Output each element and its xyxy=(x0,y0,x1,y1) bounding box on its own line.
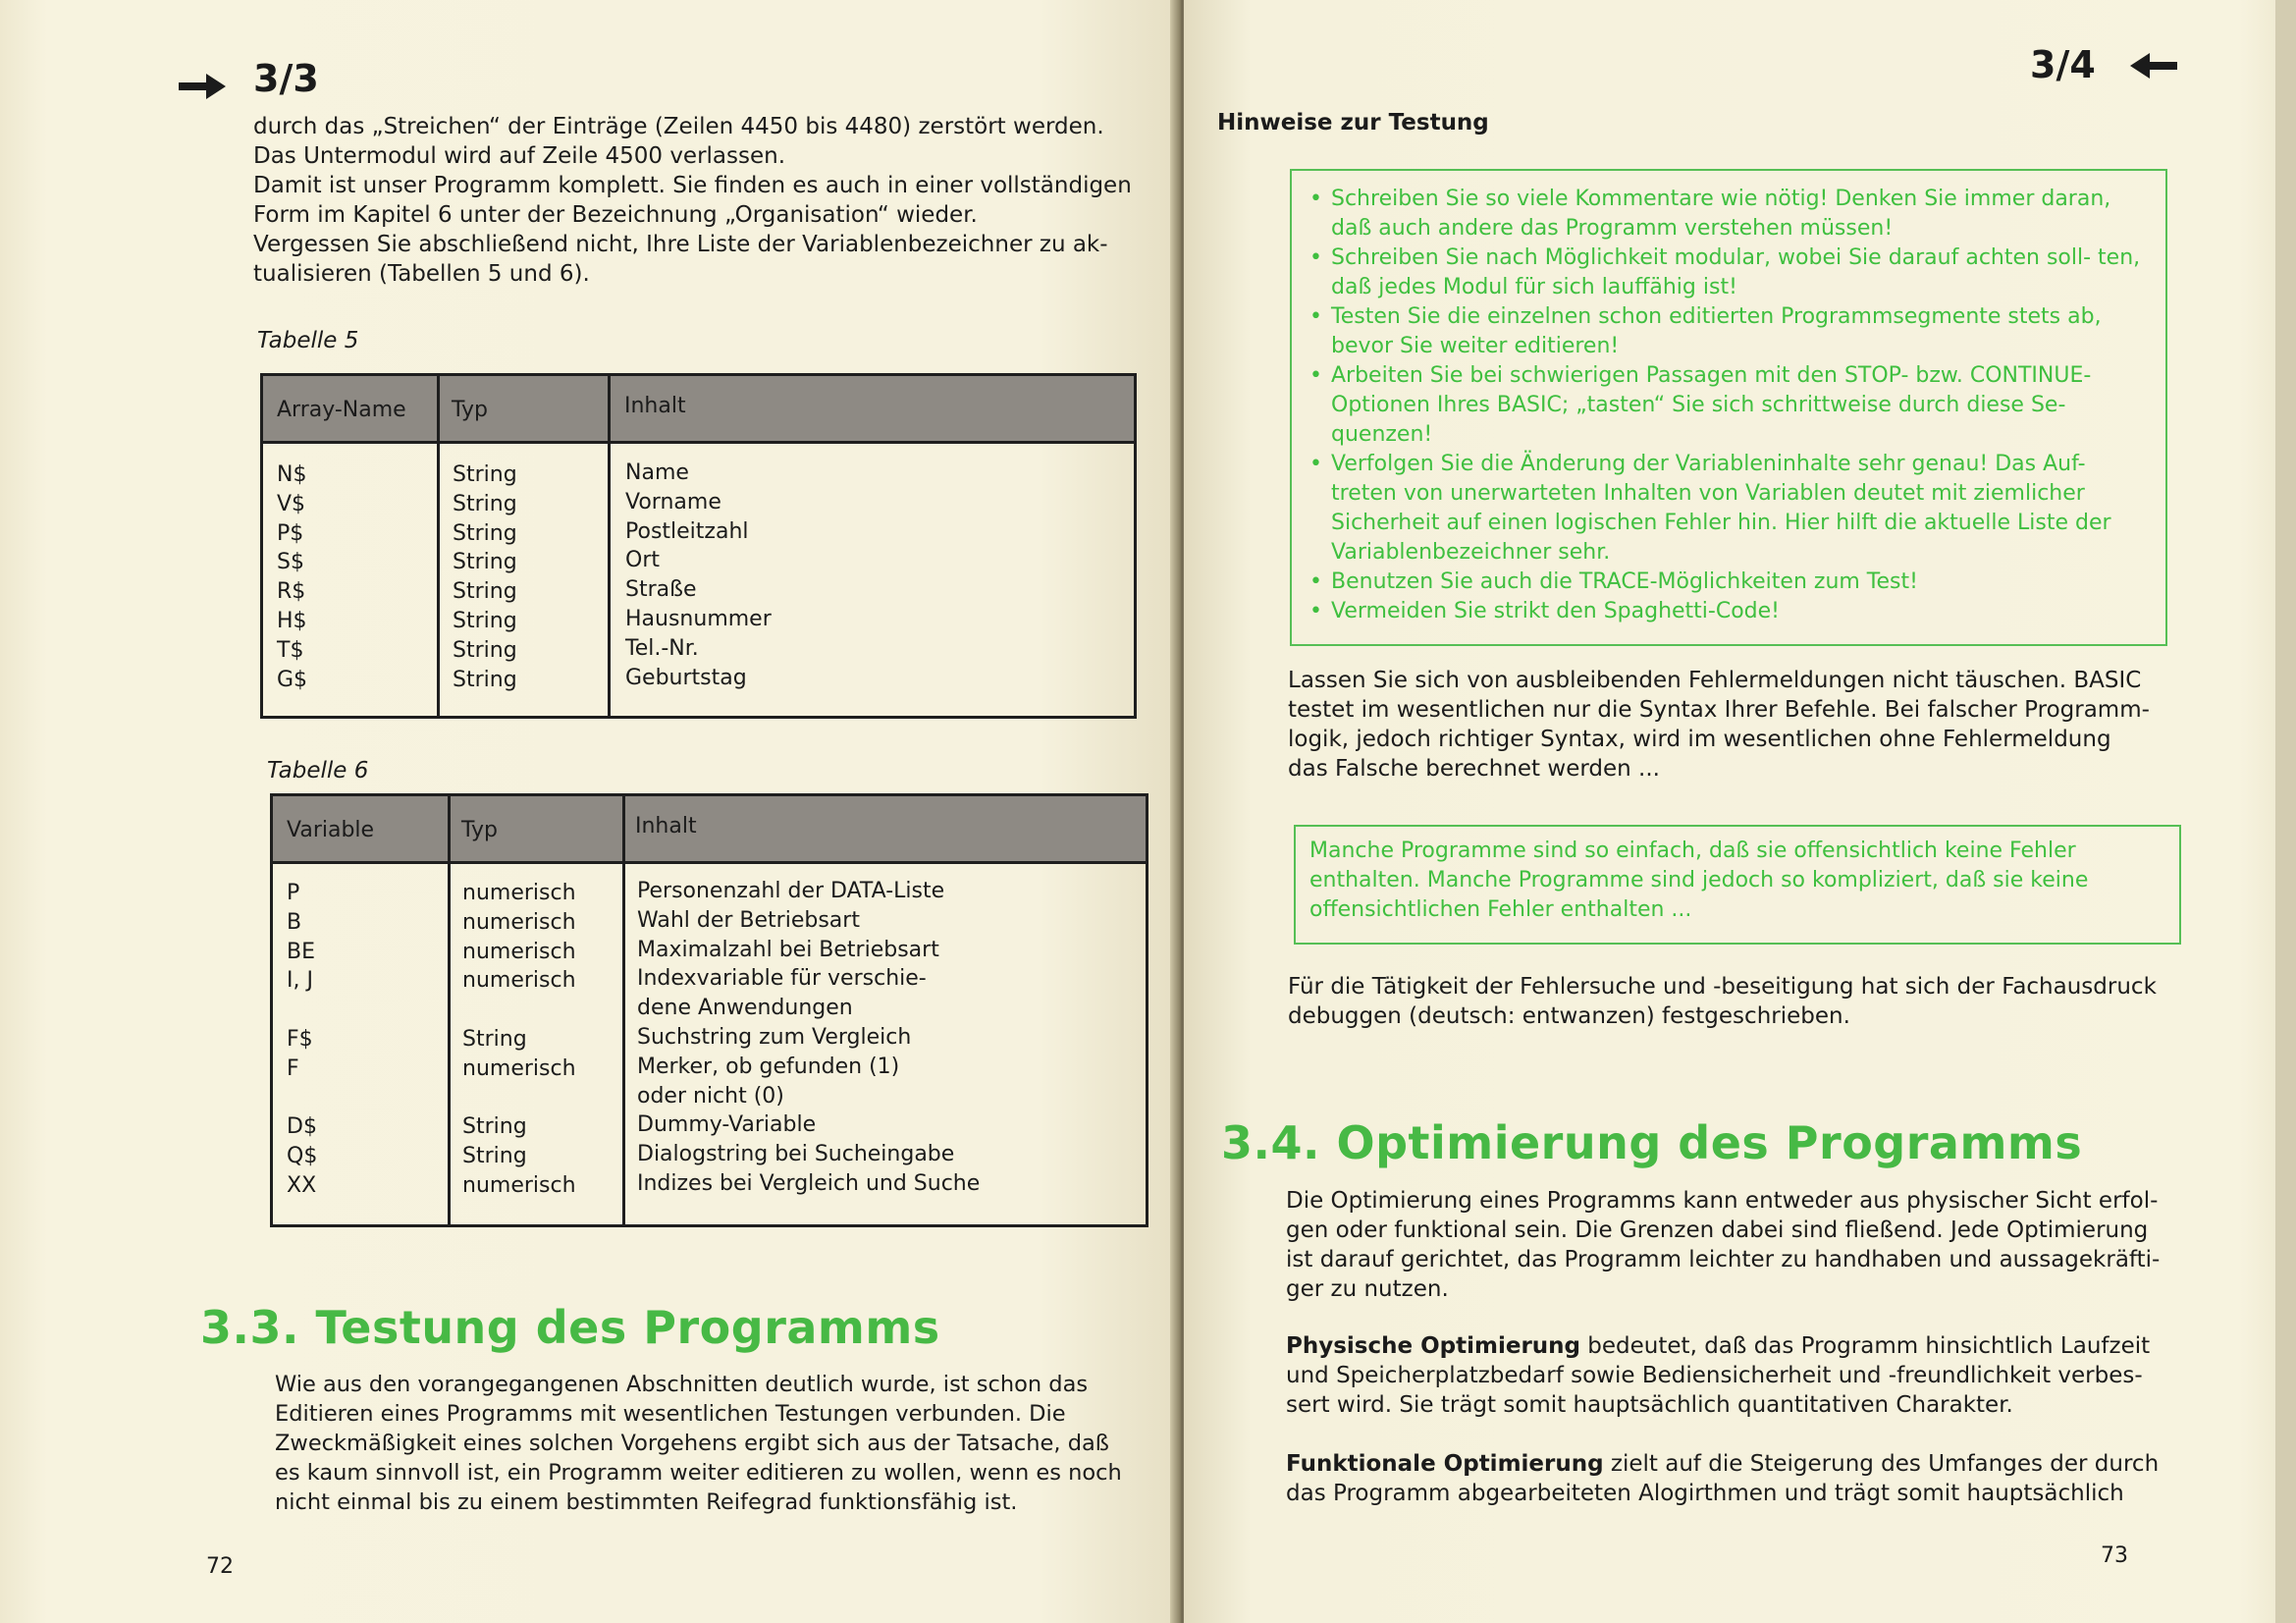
term-funktionale-optimierung: Funktionale Optimierung xyxy=(1286,1451,1604,1477)
table5-cell: Geburtstag xyxy=(625,665,747,690)
quote-line: enthalten. Manche Programme sind jedoch so kompliziert, daß sie keine xyxy=(1309,868,2089,893)
table6-cell: Merker, ob gefunden (1) xyxy=(637,1054,900,1079)
table6-cell: BE xyxy=(287,939,315,964)
table6-cell: Personenzahl der DATA-Liste xyxy=(637,879,945,903)
paragraph-line: logik, jedoch richtiger Syntax, wird im wesentlichen ohne Fehlermeldung xyxy=(1288,727,2111,752)
table6-divider xyxy=(448,796,451,1224)
intro-line: tualisieren (Tabellen 5 und 6). xyxy=(253,261,590,287)
section-line: Wie aus den vorangegangenen Abschnitten deutlich wurde, ist schon das xyxy=(275,1372,1089,1397)
paragraph-fragment: bedeutet, daß das Programm hinsichtlich Laufzeit xyxy=(1580,1333,2151,1359)
table5-caption: Tabelle 5 xyxy=(257,328,359,353)
intro-line: Damit ist unser Programm komplett. Sie finden es auch in einer vollständigen xyxy=(253,173,1132,198)
table6-cell: numerisch xyxy=(462,968,576,994)
table6-cell: F$ xyxy=(287,1026,313,1052)
arrow-left-icon xyxy=(2128,51,2179,81)
table5-cell: T$ xyxy=(277,637,304,663)
table6-cell xyxy=(287,996,317,1025)
paragraph-line: das Falsche berechnet werden ... xyxy=(1288,756,1660,782)
physical-optimization-text xyxy=(1286,1331,2174,1420)
table6-header-typ: Typ xyxy=(461,818,498,842)
intro-line: Form im Kapitel 6 unter der Bezeichnung „Organisation“ wieder. xyxy=(253,202,978,228)
table5-cell: String xyxy=(453,550,517,575)
table5-cell: String xyxy=(453,608,517,633)
section-line: Zweckmäßigkeit eines solchen Vorgehens ergibt sich aus der Tatsache, daß xyxy=(275,1431,1109,1456)
table6-cell: numerisch xyxy=(462,1055,576,1081)
table5-cell: G$ xyxy=(277,667,308,692)
paragraph-line: sert wird. Sie trägt somit hauptsächlich quantitativen Charakter. xyxy=(1286,1392,2013,1418)
tip-item: • Testen Sie die einzelnen schon editierten Programmsegmente stets ab, bevor Sie weiter editieren! xyxy=(1309,302,2156,361)
tip-item: • Verfolgen Sie die Änderung der Variableninhalte sehr genau! Das Auf- treten von unerwarteten Inhalten von Variablen deutet mit ziemlicher Sicherheit auf einen logischen Fehler hin. Hier hilft die aktuelle Liste der Variablenbezeichner sehr. xyxy=(1309,450,2156,568)
table5-cell: Postleitzahl xyxy=(625,518,749,544)
testing-hints-heading: Hinweise zur Testung xyxy=(1217,110,1489,135)
page-number: 73 xyxy=(2101,1543,2128,1568)
table6-header-variable: Variable xyxy=(287,818,375,842)
tips-list xyxy=(1309,185,2156,626)
table5-cell: N$ xyxy=(277,462,307,487)
table6-cell: numerisch xyxy=(462,881,576,905)
term-physische-optimierung: Physische Optimierung xyxy=(1286,1333,1580,1359)
page-number: 72 xyxy=(206,1554,234,1579)
table6-header-inhalt: Inhalt xyxy=(635,814,697,839)
table5-cell: String xyxy=(453,462,517,487)
quote-box xyxy=(1294,825,2181,945)
table6-cell: String xyxy=(462,1026,527,1052)
quote-line: offensichtlichen Fehler enthalten ... xyxy=(1309,897,1692,922)
paragraph-fragment: zielt auf die Steigerung des Umfanges der durch xyxy=(1603,1451,2160,1477)
section-line: es kaum sinnvoll ist, ein Programm weiter editieren zu wollen, wenn es noch xyxy=(275,1460,1122,1486)
table6-cell: oder nicht (0) xyxy=(637,1083,784,1109)
table5-cell: S$ xyxy=(277,550,304,575)
table5-header-typ: Typ xyxy=(452,398,488,422)
section-3-4-heading: 3.4. Optimierung des Programms xyxy=(1221,1116,2083,1169)
table5-cell: Straße xyxy=(625,577,697,603)
table5-col-typ xyxy=(453,460,517,694)
table6-cell: String xyxy=(462,1114,527,1140)
table5-cell: String xyxy=(453,667,517,692)
functional-optimization-text xyxy=(1286,1449,2174,1508)
paragraph-line: debuggen (deutsch: entwanzen) festgeschrieben. xyxy=(1288,1003,1850,1029)
section-line: gen oder funktional sein. Die Grenzen dabei sind fließend. Jede Optimierung xyxy=(1286,1217,2149,1243)
section-line: ger zu nutzen. xyxy=(1286,1276,1449,1302)
paragraph-line xyxy=(1286,1331,2174,1361)
intro-line: Das Untermodul wird auf Zeile 4500 verlassen. xyxy=(253,143,786,169)
table5-header-array-name: Array-Name xyxy=(277,398,406,422)
page-section-marker: 3/3 xyxy=(253,57,319,100)
paragraph-line: testet im wesentlichen nur die Syntax Ihrer Befehle. Bei falscher Programm- xyxy=(1288,697,2150,723)
table6-cell: Indexvariable für verschie- xyxy=(637,966,927,992)
table6-cell: Dummy-Variable xyxy=(637,1112,817,1138)
table6-cell xyxy=(462,1084,576,1113)
intro-line: durch das „Streichen“ der Einträge (Zeilen 4450 bis 4480) zerstört werden. xyxy=(253,114,1104,139)
book-edge xyxy=(2275,0,2296,1623)
quote-text xyxy=(1309,837,2165,925)
table5-cell: H$ xyxy=(277,608,307,633)
section-line: Editieren eines Programms mit wesentlichen Testungen verbunden. Die xyxy=(275,1401,1066,1427)
table6-cell: numerisch xyxy=(462,909,576,935)
intro-text xyxy=(253,112,1137,289)
table5-cell: Tel.-Nr. xyxy=(625,635,699,661)
tip-item: • Schreiben Sie nach Möglichkeit modular, wobei Sie darauf achten soll- ten, daß jedes Modul für sich lauffähig ist! xyxy=(1309,243,2156,302)
table6-cell: D$ xyxy=(287,1114,317,1140)
table-6 xyxy=(270,793,1148,1227)
table6-cell: Suchstring zum Vergleich xyxy=(637,1024,912,1050)
paragraph-line: und Speicherplatzbedarf sowie Bediensicherheit und -freundlichkeit verbes- xyxy=(1286,1363,2143,1388)
testing-tips-box xyxy=(1290,169,2167,646)
section-line: Die Optimierung eines Programms kann entweder aus physischer Sicht erfol- xyxy=(1286,1188,2159,1214)
tip-item: • Schreiben Sie so viele Kommentare wie nötig! Denken Sie immer daran, daß auch andere das Programm verstehen müssen! xyxy=(1309,185,2156,243)
table5-cell: P$ xyxy=(277,520,304,546)
tip-item: • Benutzen Sie auch die TRACE-Möglichkeiten zum Test! xyxy=(1309,568,2156,597)
table5-cell: R$ xyxy=(277,579,306,605)
table6-cell: Q$ xyxy=(287,1144,318,1169)
table6-cell: Maximalzahl bei Betriebsart xyxy=(637,937,939,962)
table6-divider xyxy=(622,796,625,1224)
table6-cell: Dialogstring bei Sucheingabe xyxy=(637,1142,955,1167)
paragraph-line: Lassen Sie sich von ausbleibenden Fehlermeldungen nicht täuschen. BASIC xyxy=(1288,668,2142,693)
table5-col-array-name xyxy=(277,460,307,694)
table5-col-inhalt xyxy=(625,459,772,692)
table5-cell: String xyxy=(453,579,517,605)
table5-cell: Vorname xyxy=(625,489,721,514)
page-section-marker: 3/4 xyxy=(2030,43,2096,86)
table6-col-variable xyxy=(287,879,317,1201)
arrow-right-icon xyxy=(179,72,228,101)
table5-cell: String xyxy=(453,637,517,663)
table-5 xyxy=(260,373,1137,719)
paragraph-line xyxy=(1286,1449,2174,1479)
syntax-warning-text xyxy=(1288,666,2171,784)
table6-cell: numerisch xyxy=(462,1172,576,1198)
table6-cell: P xyxy=(287,881,300,905)
table6-cell: Wahl der Betriebsart xyxy=(637,907,860,933)
table6-cell xyxy=(287,1084,317,1113)
table6-cell: numerisch xyxy=(462,939,576,964)
intro-line: Vergessen Sie abschließend nicht, Ihre Liste der Variablenbezeichner zu ak- xyxy=(253,232,1108,257)
tip-item: • Vermeiden Sie strikt den Spaghetti-Code! xyxy=(1309,597,2156,626)
table5-cell: V$ xyxy=(277,491,306,516)
section-line: ist darauf gerichtet, das Programm leichter zu handhaben und aussagekräfti- xyxy=(1286,1247,2161,1272)
table5-cell: String xyxy=(453,491,517,516)
table6-header xyxy=(273,796,1146,864)
table5-divider xyxy=(608,376,611,716)
table5-cell: String xyxy=(453,520,517,546)
table6-cell: B xyxy=(287,909,302,935)
table6-col-typ xyxy=(462,879,576,1201)
table6-col-inhalt xyxy=(637,877,980,1199)
table6-caption: Tabelle 6 xyxy=(267,758,369,784)
table5-header-inhalt: Inhalt xyxy=(624,394,686,418)
table5-cell: Name xyxy=(625,460,689,485)
paragraph-line: Für die Tätigkeit der Fehlersuche und -beseitigung hat sich der Fachausdruck xyxy=(1288,974,2157,1000)
table6-cell: Indizes bei Vergleich und Suche xyxy=(637,1170,981,1196)
table6-cell: F xyxy=(287,1055,299,1081)
table6-cell xyxy=(462,996,576,1025)
table6-cell: dene Anwendungen xyxy=(637,996,853,1021)
table6-cell: I, J xyxy=(287,968,313,994)
page-73 xyxy=(1184,0,2296,1623)
table6-cell: XX xyxy=(287,1172,317,1198)
debugging-text xyxy=(1288,972,2171,1031)
section-3-4-text xyxy=(1286,1186,2174,1304)
section-3-3-text xyxy=(275,1370,1148,1517)
tip-item: • Arbeiten Sie bei schwierigen Passagen mit den STOP- bzw. CONTINUE- Optionen Ihres BASIC; „tasten“ Sie sich schrittweise durch diese Se- quenzen! xyxy=(1309,361,2156,450)
section-3-3-heading: 3.3. Testung des Programms xyxy=(200,1301,940,1354)
quote-line: Manche Programme sind so einfach, daß sie offensichtlich keine Fehler xyxy=(1309,839,2076,863)
table5-cell: Ort xyxy=(625,548,660,573)
paragraph-line: das Programm abgearbeiteten Alogirthmen und trägt somit hauptsächlich xyxy=(1286,1481,2124,1506)
table5-cell: Hausnummer xyxy=(625,606,772,631)
table5-divider xyxy=(437,376,440,716)
table6-cell: String xyxy=(462,1144,527,1169)
section-line: nicht einmal bis zu einem bestimmten Reifegrad funktionsfähig ist. xyxy=(275,1489,1018,1515)
